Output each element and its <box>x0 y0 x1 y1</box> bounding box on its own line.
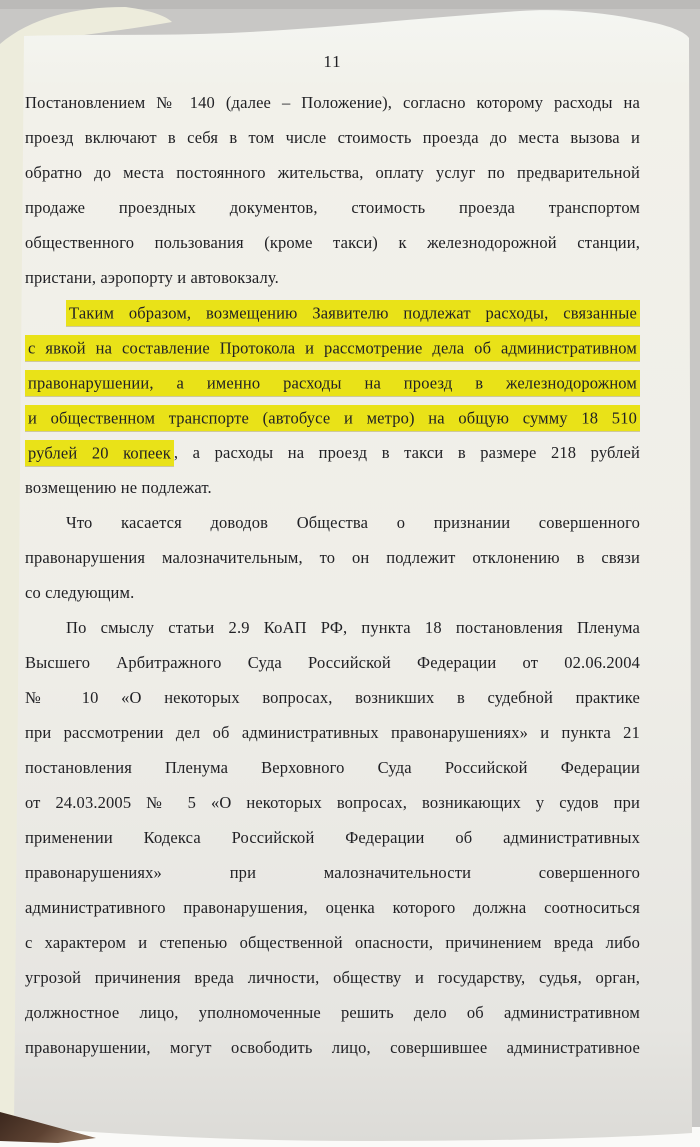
body-text: возмещению не подлежат. <box>25 478 212 497</box>
text-line <box>25 960 640 995</box>
body-text: правонарушении, могут освободить лицо, совершившее административное <box>25 1038 640 1057</box>
body-text: от 24.03.2005 № 5 «О некоторых вопросах, возникающих у судов при <box>25 793 640 812</box>
body-text: угрозой причинения вреда личности, обществу и государству, судья, орган, <box>25 968 640 987</box>
text-line <box>25 855 640 890</box>
body-text: применении Кодекса Российской Федерации об административных <box>25 828 640 847</box>
text-line <box>25 120 640 155</box>
text-line <box>25 925 640 960</box>
highlighted-text: и общественном транспорте (автобусе и метро) на общую сумму 18 510 <box>25 405 640 431</box>
body-text: По смыслу статьи 2.9 КоАП РФ, пункта 18 постановления Пленума <box>66 618 640 637</box>
body-text: постановления Пленума Верховного Суда Российской Федерации <box>25 758 640 777</box>
text-line <box>25 330 640 365</box>
body-text: общественного пользования (кроме такси) к железнодорожной станции, <box>25 233 640 252</box>
text-line <box>25 470 640 505</box>
text-line <box>25 435 640 470</box>
text-line <box>25 155 640 190</box>
body-text: правонарушения малозначительным, то он подлежит отклонению в связи <box>25 548 640 567</box>
text-line <box>25 365 640 400</box>
body-text: административного правонарушения, оценка которого должна соотноситься <box>25 898 640 917</box>
body-text: проезд включают в себя в том числе стоимость проезда до места вызова и <box>25 128 640 147</box>
body-text: , а расходы на проезд в такси в размере 218 рублей <box>173 443 640 462</box>
text-line <box>25 225 640 260</box>
text-line <box>25 575 640 610</box>
text-line <box>25 190 640 225</box>
body-text: при рассмотрении дел об административных правонарушениях» и пункта 21 <box>25 723 640 742</box>
text-line <box>25 750 640 785</box>
body-text: со следующим. <box>25 583 135 602</box>
body-text: с характером и степенью общественной опасности, причинением вреда либо <box>25 933 640 952</box>
highlighted-text: рублей 20 копеек <box>25 440 174 466</box>
body-text: № 10 «О некоторых вопросах, возникших в судебной практике <box>25 688 640 707</box>
highlighted-text: правонарушении, а именно расходы на проезд в железнодорожном <box>25 370 640 396</box>
text-line <box>25 540 640 575</box>
text-line <box>25 85 640 120</box>
text-line <box>25 260 640 295</box>
body-text: Постановлением № 140 (далее – Положение), согласно которому расходы на <box>25 93 640 112</box>
text-line <box>25 715 640 750</box>
text-line <box>25 295 640 330</box>
body-text: правонарушениях» при малозначительности совершенного <box>25 863 640 882</box>
text-line <box>25 400 640 435</box>
text-line <box>25 680 640 715</box>
paragraph <box>25 85 640 295</box>
paragraph <box>25 295 640 505</box>
text-line <box>25 645 640 680</box>
body-text: Что касается доводов Общества о признании совершенного <box>66 513 640 532</box>
body-text: пристани, аэропорту и автовокзалу. <box>25 268 279 287</box>
paragraph <box>25 505 640 610</box>
body-text: продаже проездных документов, стоимость проезда транспортом <box>25 198 640 217</box>
highlighted-text: Таким образом, возмещению Заявителю подлежат расходы, связанные <box>66 300 640 326</box>
paragraph <box>25 610 640 1065</box>
body-text: обратно до места постоянного жительства, оплату услуг по предварительной <box>25 163 640 182</box>
text-line <box>25 505 640 540</box>
text-line <box>25 890 640 925</box>
text-line <box>25 995 640 1030</box>
text-line <box>25 1030 640 1065</box>
document-body <box>25 85 640 1065</box>
body-text: должностное лицо, уполномоченные решить дело об административном <box>25 1003 640 1022</box>
highlighted-text: с явкой на составление Протокола и рассмотрение дела об административном <box>25 335 640 361</box>
text-line <box>25 785 640 820</box>
text-line <box>25 610 640 645</box>
page-number: 11 <box>323 52 342 71</box>
body-text: Высшего Арбитражного Суда Российской Федерации от 02.06.2004 <box>25 653 640 672</box>
text-line <box>25 820 640 855</box>
